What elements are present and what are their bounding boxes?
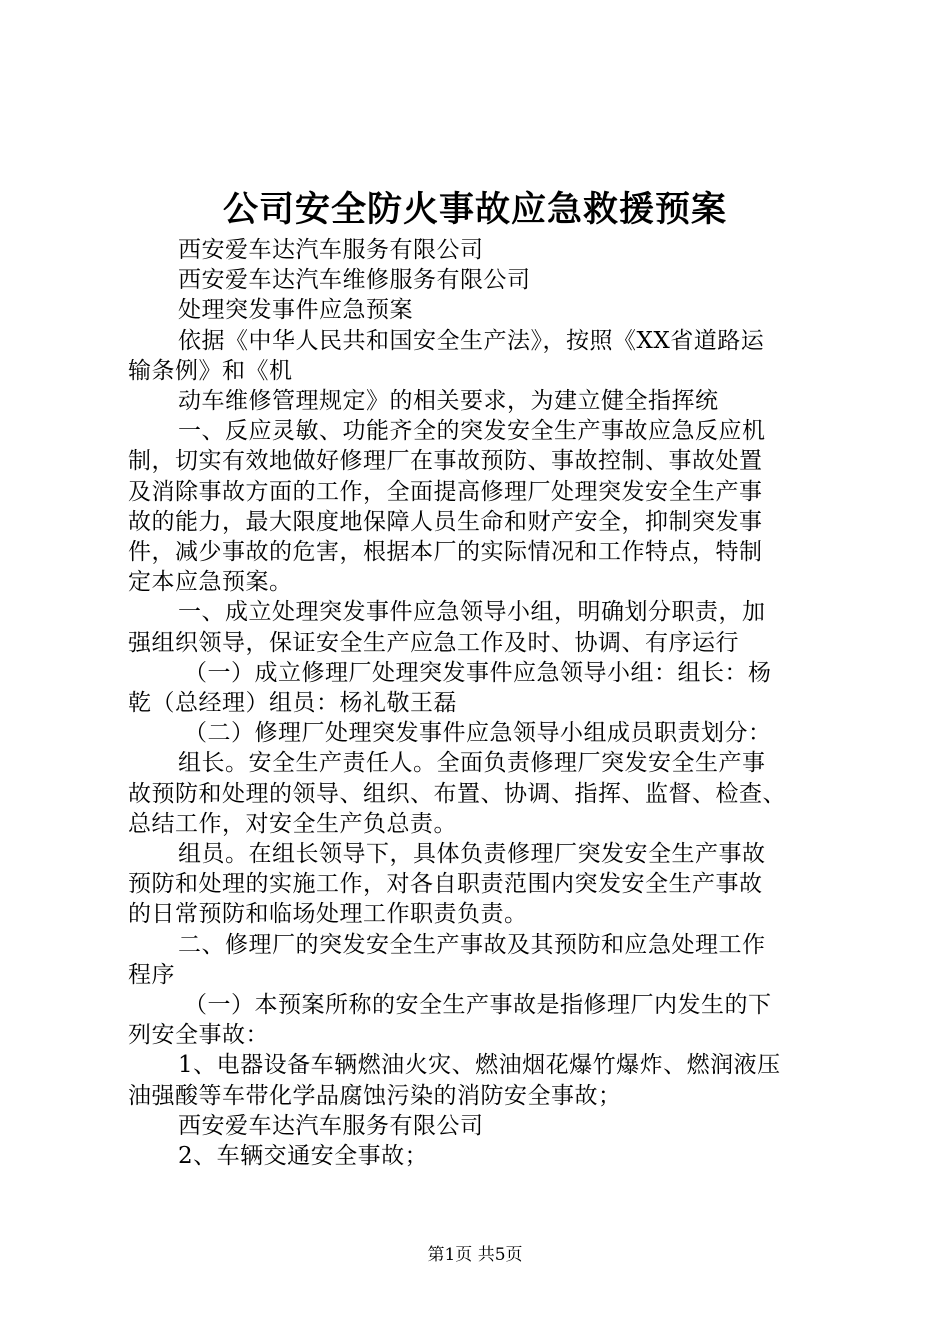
subsection-line: （一）本预案所称的安全生产事故是指修理厂内发生的下 [184,992,772,1019]
paragraph-line: 强组织领导，保证安全生产应急工作及时、协调、有序运行 [128,629,739,656]
paragraph-line: 故预防和处理的领导、组织、布置、协调、指挥、监督、检查、 [128,780,786,807]
paragraph-line: 油强酸等车带化学品腐蚀污染的消防安全事故； [128,1082,622,1109]
paragraph-line: 组员。在组长领导下，具体负责修理厂突发安全生产事故 [178,841,766,868]
paragraph-line: 列安全事故： [128,1022,269,1049]
document-title: 公司安全防火事故应急救援预案 [222,189,727,230]
paragraph-line: 组长。安全生产责任人。全面负责修理厂突发安全生产事 [178,750,766,777]
paragraph-line: 故的能力，最大限度地保障人员生命和财产安全，抑制突发事 [128,508,763,535]
list-item-line: 1、电器设备车辆燃油火灾、燃油烟花爆竹爆炸、燃润液压 [178,1052,781,1079]
paragraph-line: 程序 [128,961,175,988]
subsection-line: （一）成立修理厂处理突发事件应急领导小组：组长：杨 [184,659,772,686]
section-heading-line: 二、修理厂的突发安全生产事故及其预防和应急处理工作 [178,931,766,958]
paragraph-line: 输条例》和《机 [128,357,293,384]
page-footer: 第1页 共5页 [427,1245,523,1265]
paragraph-line: 乾（总经理）组员：杨礼敬王磊 [128,690,457,717]
paragraph-line: 的日常预防和临场处理工作职责负责。 [128,901,528,928]
paragraph-line: 一、反应灵敏、功能齐全的突发安全生产事故应急反应机 [178,418,766,445]
plan-subtitle-line: 处理突发事件应急预案 [178,297,413,324]
company-name-line: 西安爱车达汽车服务有限公司 [178,237,484,263]
document-body [128,235,840,1171]
company-name-line: 西安爱车达汽车维修服务有限公司 [178,267,531,294]
paragraph-line: 及消除事故方面的工作，全面提高修理厂处理突发安全生产事 [128,478,763,505]
paragraph-line: 预防和处理的实施工作，对各自职责范围内突发安全生产事故 [128,871,763,898]
company-name-line: 西安爱车达汽车服务有限公司 [178,1112,484,1139]
paragraph-line: 定本应急预案。 [128,569,293,596]
paragraph-line: 总结工作，对安全生产负总责。 [128,810,457,837]
list-item-line: 2、车辆交通安全事故； [178,1143,429,1170]
paragraph-line: 件，减少事故的危害，根据本厂的实际情况和工作特点，特制 [128,539,763,566]
subsection-line: （二）修理厂处理突发事件应急领导小组成员职责划分： [184,720,772,747]
paragraph-line: 依据《中华人民共和国安全生产法》，按照《XX省道路运 [178,327,765,354]
section-heading-line: 一、成立处理突发事件应急领导小组，明确划分职责，加 [178,599,766,626]
paragraph-line: 制，切实有效地做好修理厂在事故预防、事故控制、事故处置 [128,448,763,475]
paragraph-line: 动车维修管理规定》的相关要求，为建立健全指挥统 [178,388,719,415]
